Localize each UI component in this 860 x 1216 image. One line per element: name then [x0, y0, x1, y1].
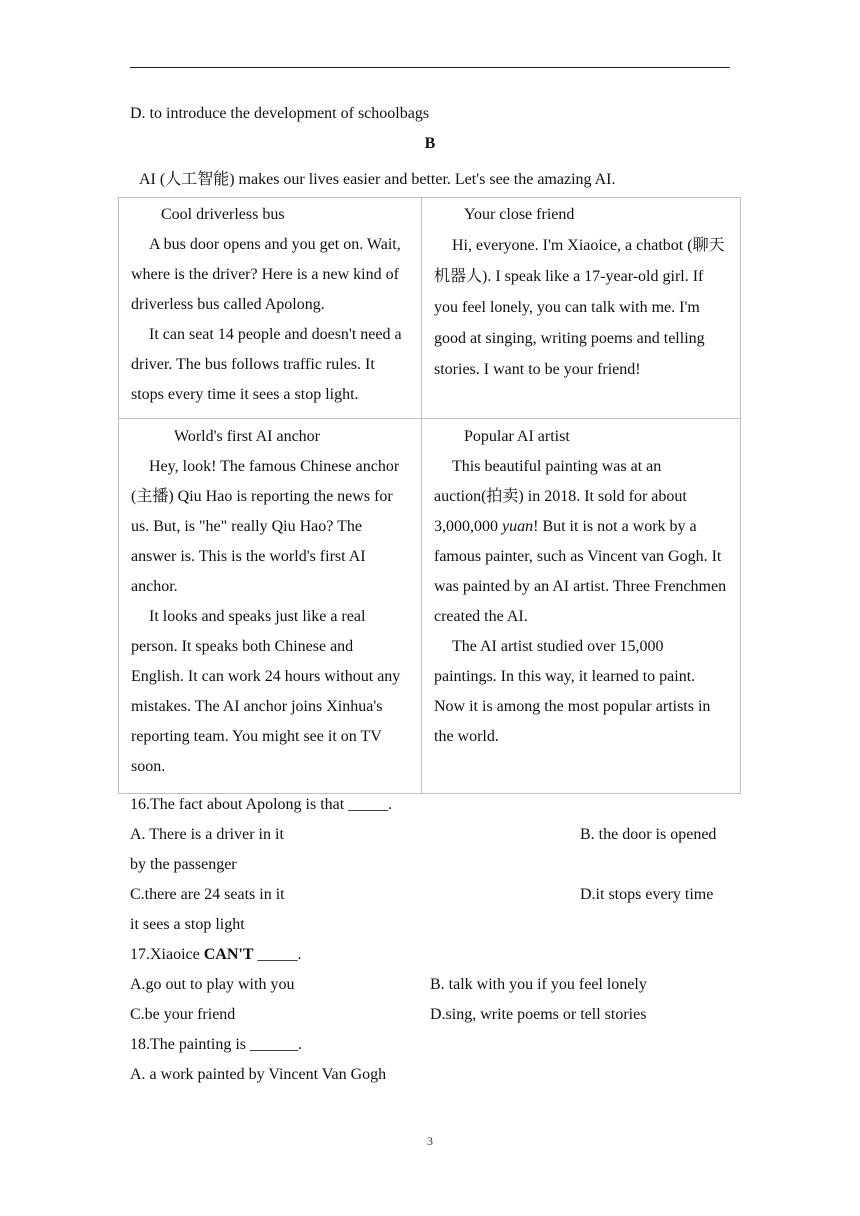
question-16-options-ab [130, 820, 730, 850]
paragraph-text: ! But it is not a work by a famous painter, such as Vincent van Gogh. It was painted by an AI artist. Three Frenchmen created the AI. [434, 518, 727, 625]
card-paragraph: It looks and speaks just like a real person. It speaks both Chinese and English. It can work 24 hours without any mistakes. The AI anchor joins Xinhua's reporting team. You might see it on TV soon. [131, 608, 401, 775]
card-paragraph: It can seat 14 people and doesn't need a driver. The bus follows traffic rules. It stops every time it sees a stop light. [131, 326, 402, 403]
question-17-options-cd [130, 1000, 730, 1030]
paragraph-text: This beautiful painting was at an auction(拍卖) in 2018. It sold for about 3,000,000 [434, 458, 687, 535]
question-16-option-d-cont [130, 910, 730, 940]
option-c: C.be your friend [130, 1006, 236, 1023]
page-number: 3 [427, 1134, 433, 1148]
option-c: C.there are 24 seats in it [130, 886, 285, 903]
currency-yuan: yuan [502, 518, 534, 535]
option-a: A.go out to play with you [130, 976, 295, 993]
question-17-stem [130, 940, 730, 970]
question-18-option-a [130, 1060, 730, 1090]
card-paragraph [434, 452, 728, 632]
option-b-continued: by the passenger [130, 856, 237, 873]
card-ai-anchor [119, 419, 422, 794]
intro-text: AI (人工智能) makes our lives easier and better. Let's see the amazing AI. [139, 171, 616, 188]
card-paragraph: A bus door opens and you get on. Wait, where is the driver? Here is a new kind of driverless bus called Apolong. [131, 236, 401, 313]
card-paragraph: Hey, look! The famous Chinese anchor (主播) Qiu Hao is reporting the news for us. But, is "he" really Qiu Hao? The answer is. This is the world's first AI anchor. [131, 458, 400, 595]
section-label: B [424, 135, 436, 152]
card-title: Cool driverless bus [161, 206, 285, 223]
question-18-stem [130, 1030, 730, 1060]
option-a: A. There is a driver in it [130, 826, 284, 843]
stem-text: _____. [253, 946, 302, 963]
card-title: Popular AI artist [464, 428, 570, 445]
question-stem [130, 940, 302, 970]
question-stem: 16.The fact about Apolong is that _____. [130, 796, 393, 813]
questions [130, 790, 730, 1090]
question-16-options-cd [130, 880, 730, 910]
ai-cards-table [118, 197, 741, 794]
option-b: B. talk with you if you feel lonely [430, 976, 647, 993]
card-title: Your close friend [464, 206, 575, 223]
option-d: D.sing, write poems or tell stories [430, 1006, 647, 1023]
option-b: B. the door is opened [580, 826, 717, 843]
header-rule [130, 67, 730, 68]
stem-text: 17.Xiaoice [130, 946, 204, 963]
question-stem: 18.The painting is ______. [130, 1036, 302, 1053]
option-a: A. a work painted by Vincent Van Gogh [130, 1066, 387, 1083]
option-d-continued: it sees a stop light [130, 916, 245, 933]
stem-emphasis: CAN'T [203, 946, 254, 963]
card-close-friend [422, 198, 741, 419]
card-paragraph: Hi, everyone. I'm Xiaoice, a chatbot (聊天机器人). I speak like a 17-year-old girl. If you feel lonely, you can talk with me. I'm good at singing, writing poems and telling stories. I want to be your friend! [434, 237, 725, 378]
question-16-stem [130, 790, 730, 820]
card-ai-artist [422, 419, 741, 794]
question-17-options-ab [130, 970, 730, 1000]
previous-option-d: D. to introduce the development of schoolbags [130, 105, 430, 122]
card-paragraph: The AI artist studied over 15,000 paintings. In this way, it learned to paint. Now it is among the most popular artists in the world. [434, 638, 711, 745]
card-driverless-bus [119, 198, 422, 419]
option-d: D.it stops every time [580, 886, 714, 903]
card-title: World's first AI anchor [174, 428, 321, 445]
question-16-option-b-cont [130, 850, 730, 880]
